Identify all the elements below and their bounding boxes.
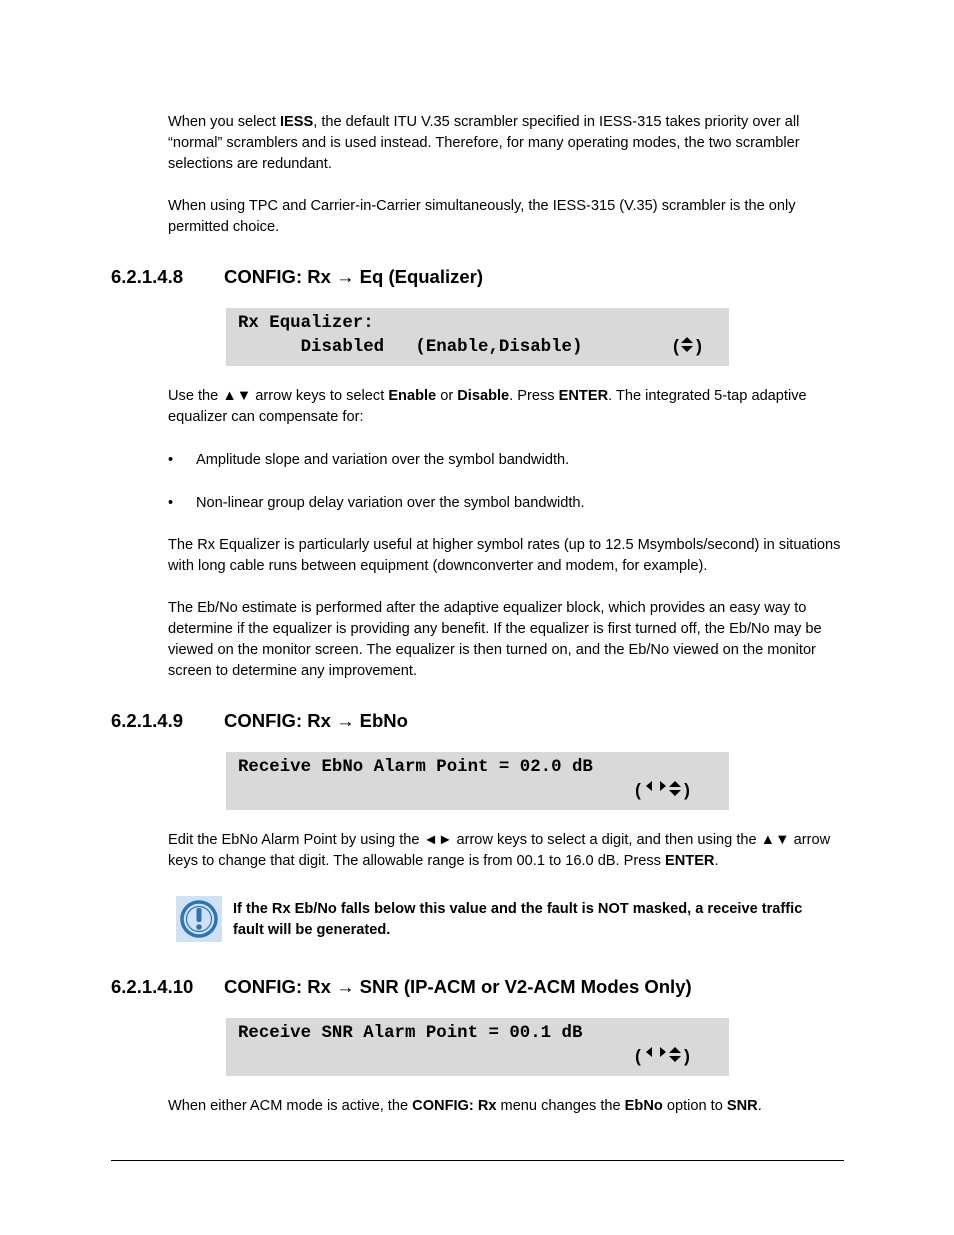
bullet-icon: • (168, 495, 174, 511)
exclamation-circle-icon (176, 896, 222, 942)
ebno-estimate-paragraph: The Eb/No estimate is performed after the adaptive equalizer block, which provides an easy way to determine if the equalizer is providing any benefit. If the equalizer is first turned off, the Eb/No may be viewed on the monitor screen. The equalizer is then turned on, and the Eb/No viewed on the monitor screen to determine any improvement. (168, 600, 822, 679)
lcd-line: Disabled (Enable,Disable) (238, 338, 583, 357)
lcd-display-ebno (226, 752, 729, 810)
section-heading-ebno: 6.2.1.4.9 CONFIG: Rx → EbNo (111, 710, 408, 731)
lcd-display-equalizer (226, 308, 729, 366)
lcd-line: Receive EbNo Alarm Point = 02.0 dB (238, 758, 593, 777)
left-right-arrow-icon (643, 781, 669, 797)
intro-paragraph-tpc: When using TPC and Carrier-in-Carrier simultaneously, the IESS-315 (V.35) scrambler is the only permitted choice. (168, 198, 796, 235)
snr-description: When either ACM mode is active, the CONFIG: Rx menu changes the EbNo option to SNR. (168, 1098, 762, 1114)
lcd-line: Rx Equalizer: (238, 314, 374, 333)
up-down-arrow-icon (669, 1047, 681, 1063)
lcd-line: Receive SNR Alarm Point = 00.1 dB (238, 1024, 583, 1043)
lcd-key-indicator: ( ) (633, 1049, 692, 1068)
section-heading-equalizer: 6.2.1.4.8 CONFIG: Rx → Eq (Equalizer) (111, 266, 484, 287)
section-heading-snr: 6.2.1.4.10 CONFIG: Rx → SNR (IP-ACM or V2-ACM Modes Only) (111, 976, 692, 997)
note-text: If the Rx Eb/No falls below this value and the fault is NOT masked, a receive traffic fault will be generated. (233, 901, 803, 938)
up-down-arrow-icon (681, 337, 693, 353)
lcd-key-indicator: ( ) (671, 339, 704, 358)
footer-divider (111, 1160, 844, 1161)
left-right-arrow-icon (643, 1047, 669, 1063)
intro-paragraph-iess: When you select IESS, the default ITU V.35 scrambler specified in IESS-315 takes priority over all “normal” scramblers and is used instead. Therefore, for many operating modes, the two scrambler selections are redundant. (168, 114, 800, 172)
equalizer-description: Use the ▲▼ arrow keys to select Enable or Disable. Press ENTER. The integrated 5-tap adaptive equalizer can compensate for: (168, 388, 807, 425)
bullet-icon: • (168, 452, 174, 468)
equalizer-usefulness-paragraph: The Rx Equalizer is particularly useful at higher symbol rates (up to 12.5 Msymbols/second) in situations with long cable runs between equipment (downconverter and modem, for example). (168, 537, 841, 574)
ebno-description: Edit the EbNo Alarm Point by using the ◄► arrow keys to select a digit, and then using the ▲▼ arrow keys to change that digit. The allowable range is from 00.1 to 16.0 dB. Press ENTER. (168, 832, 831, 869)
up-down-arrow-icon (669, 781, 681, 797)
lcd-display-snr (226, 1018, 729, 1076)
lcd-key-indicator: ( ) (633, 783, 692, 802)
